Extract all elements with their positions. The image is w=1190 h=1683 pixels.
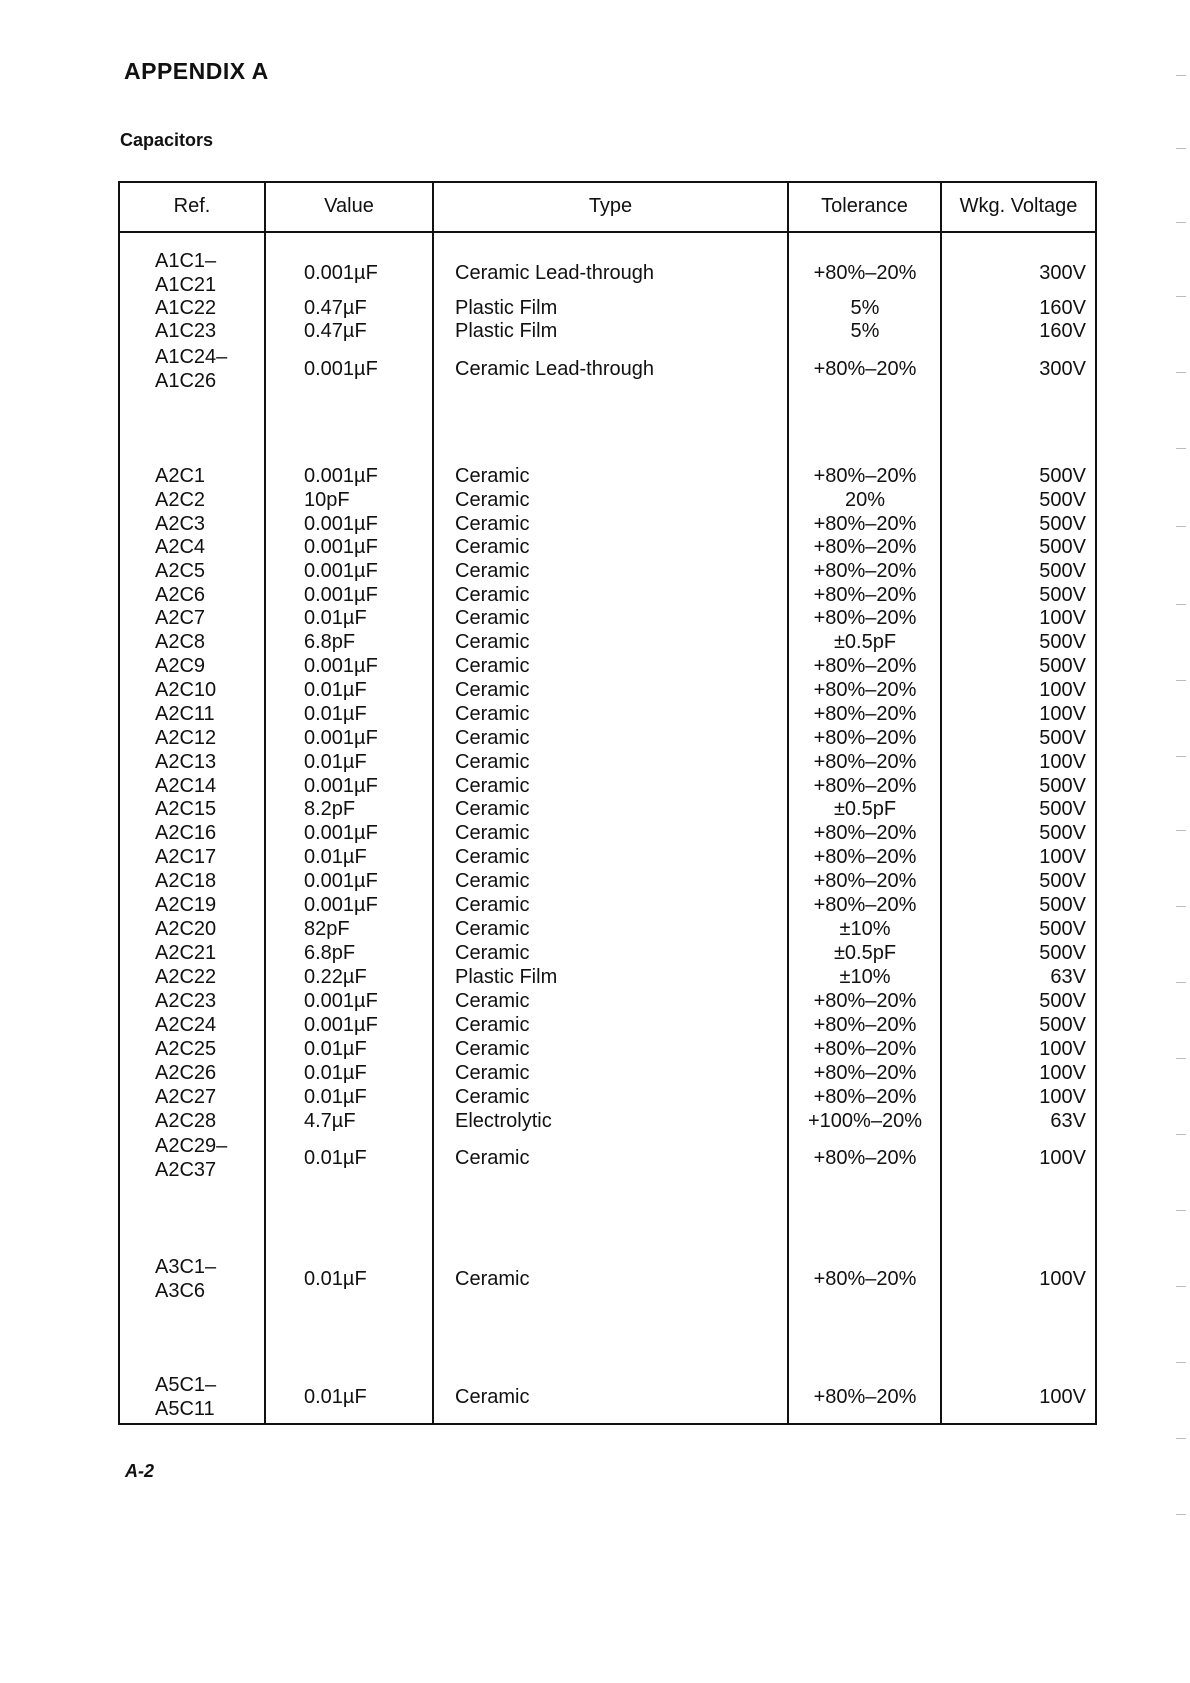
cell-type: Ceramic bbox=[455, 607, 530, 629]
ref-line: A5C11 bbox=[155, 1398, 215, 1420]
cell-type: Ceramic bbox=[455, 870, 530, 892]
cell-ref bbox=[155, 296, 216, 320]
cell-type: Ceramic bbox=[455, 536, 530, 558]
cell-value: 0.001µF bbox=[304, 990, 378, 1012]
ref-line: A3C1– bbox=[155, 1256, 217, 1278]
cell-working-voltage: 100V bbox=[1039, 1062, 1086, 1084]
cell-type: Plastic Film bbox=[455, 297, 558, 319]
page-number: A-2 bbox=[125, 1461, 155, 1481]
ref-line: A2C2 bbox=[155, 489, 206, 511]
cell-type: Ceramic bbox=[455, 751, 530, 773]
cell-value: 0.001µF bbox=[304, 536, 378, 558]
cell-working-voltage: 160V bbox=[1039, 297, 1086, 319]
cell-type: Ceramic bbox=[455, 631, 530, 653]
cell-tolerance: +80%–20% bbox=[813, 1038, 917, 1060]
cell-ref bbox=[155, 1373, 216, 1421]
cell-tolerance: +100%–20% bbox=[808, 1110, 922, 1132]
cell-working-voltage: 500V bbox=[1039, 775, 1086, 797]
cell-type: Plastic Film bbox=[455, 966, 558, 988]
cell-type: Ceramic bbox=[455, 822, 530, 844]
cell-ref bbox=[155, 965, 216, 989]
cell-value: 0.001µF bbox=[304, 584, 378, 606]
cell-type: Ceramic bbox=[455, 703, 530, 725]
cell-working-voltage: 63V bbox=[1050, 966, 1086, 988]
cell-ref bbox=[155, 1109, 216, 1133]
cell-tolerance: +80%–20% bbox=[813, 513, 917, 535]
cell-ref bbox=[155, 464, 205, 488]
ref-line: A1C1– bbox=[155, 250, 217, 272]
cell-value: 0.01µF bbox=[304, 1386, 367, 1408]
cell-value: 0.22µF bbox=[304, 966, 367, 988]
edge-mark bbox=[1176, 75, 1186, 76]
cell-tolerance: +80%–20% bbox=[813, 894, 917, 916]
cell-tolerance: +80%–20% bbox=[813, 727, 917, 749]
cell-working-voltage: 500V bbox=[1039, 655, 1086, 677]
ref-line: A2C17 bbox=[155, 846, 217, 868]
cell-value: 6.8pF bbox=[304, 631, 356, 653]
cell-type: Ceramic bbox=[455, 918, 530, 940]
ref-line: A2C27 bbox=[155, 1086, 217, 1108]
cell-value: 82pF bbox=[304, 918, 350, 940]
cell-value: 0.001µF bbox=[304, 560, 378, 582]
cell-tolerance: +80%–20% bbox=[813, 775, 917, 797]
cell-type: Ceramic bbox=[455, 1386, 530, 1408]
cell-value: 0.001µF bbox=[304, 894, 378, 916]
header-working-voltage: Wkg. Voltage bbox=[959, 195, 1078, 217]
cell-value: 0.001µF bbox=[304, 775, 378, 797]
edge-mark bbox=[1176, 1438, 1186, 1439]
cell-tolerance: +80%–20% bbox=[813, 465, 917, 487]
cell-tolerance: +80%–20% bbox=[813, 1386, 917, 1408]
cell-working-voltage: 160V bbox=[1039, 320, 1086, 342]
ref-line: A2C5 bbox=[155, 560, 206, 582]
cell-type: Ceramic bbox=[455, 679, 530, 701]
cell-ref bbox=[155, 750, 216, 774]
cell-ref bbox=[155, 917, 216, 941]
cell-tolerance: 5% bbox=[850, 297, 880, 319]
ref-line: A5C1– bbox=[155, 1374, 217, 1396]
cell-value: 0.001µF bbox=[304, 822, 378, 844]
cell-type: Ceramic bbox=[455, 942, 530, 964]
edge-mark bbox=[1176, 1286, 1186, 1287]
header-tolerance: Tolerance bbox=[821, 195, 908, 217]
cell-value: 0.001µF bbox=[304, 727, 378, 749]
cell-value: 0.01µF bbox=[304, 751, 367, 773]
cell-ref bbox=[155, 893, 216, 917]
cell-tolerance: +80%–20% bbox=[813, 1147, 917, 1169]
cell-value: 4.7µF bbox=[304, 1110, 356, 1132]
cell-type: Ceramic bbox=[455, 1014, 530, 1036]
cell-ref bbox=[155, 797, 216, 821]
cell-type: Ceramic bbox=[455, 1268, 530, 1290]
ref-line: A1C22 bbox=[155, 297, 217, 319]
cell-type: Ceramic bbox=[455, 894, 530, 916]
header-ref: Ref. bbox=[173, 195, 211, 217]
cell-tolerance: ±0.5pF bbox=[833, 798, 897, 820]
cell-working-voltage: 500V bbox=[1039, 489, 1086, 511]
ref-line: A2C29– bbox=[155, 1135, 228, 1157]
ref-line: A2C25 bbox=[155, 1038, 217, 1060]
cell-working-voltage: 500V bbox=[1039, 727, 1086, 749]
cell-ref bbox=[155, 488, 205, 512]
cell-value: 0.47µF bbox=[304, 320, 367, 342]
cell-tolerance: +80%–20% bbox=[813, 822, 917, 844]
edge-mark bbox=[1176, 1058, 1186, 1059]
cell-ref bbox=[155, 249, 216, 297]
edge-mark bbox=[1176, 1210, 1186, 1211]
cell-tolerance: +80%–20% bbox=[813, 751, 917, 773]
cell-tolerance: +80%–20% bbox=[813, 560, 917, 582]
cell-value: 0.001µF bbox=[304, 870, 378, 892]
cell-working-voltage: 500V bbox=[1039, 822, 1086, 844]
cell-ref bbox=[155, 774, 216, 798]
section-subheading: Capacitors bbox=[120, 130, 214, 150]
cell-value: 0.001µF bbox=[304, 358, 378, 380]
ref-line: A2C16 bbox=[155, 822, 217, 844]
ref-line: A3C6 bbox=[155, 1280, 206, 1302]
cell-working-voltage: 500V bbox=[1039, 990, 1086, 1012]
cell-working-voltage: 100V bbox=[1039, 1386, 1086, 1408]
cell-type: Ceramic Lead-through bbox=[455, 262, 654, 284]
cell-tolerance: +80%–20% bbox=[813, 262, 917, 284]
cell-value: 0.01µF bbox=[304, 1147, 367, 1169]
ref-line: A2C20 bbox=[155, 918, 217, 940]
cell-type: Electrolytic bbox=[455, 1110, 552, 1132]
cell-working-voltage: 500V bbox=[1039, 894, 1086, 916]
edge-mark bbox=[1176, 1514, 1186, 1515]
cell-tolerance: +80%–20% bbox=[813, 607, 917, 629]
cell-value: 0.01µF bbox=[304, 1038, 367, 1060]
cell-type: Ceramic bbox=[455, 798, 530, 820]
cell-tolerance: +80%–20% bbox=[813, 358, 917, 380]
cell-value: 0.001µF bbox=[304, 262, 378, 284]
edge-mark bbox=[1176, 830, 1186, 831]
cell-ref bbox=[155, 1085, 216, 1109]
edge-mark bbox=[1176, 1362, 1186, 1363]
cell-ref bbox=[155, 1134, 227, 1182]
cell-tolerance: +80%–20% bbox=[813, 679, 917, 701]
cell-type: Ceramic bbox=[455, 1147, 530, 1169]
cell-working-voltage: 100V bbox=[1039, 607, 1086, 629]
ref-line: A2C18 bbox=[155, 870, 217, 892]
cell-working-voltage: 100V bbox=[1039, 703, 1086, 725]
cell-ref bbox=[155, 821, 216, 845]
ref-line: A2C9 bbox=[155, 655, 206, 677]
cell-value: 0.001µF bbox=[304, 655, 378, 677]
appendix-heading: APPENDIX A bbox=[124, 58, 269, 84]
ref-line: A2C10 bbox=[155, 679, 217, 701]
cell-value: 6.8pF bbox=[304, 942, 356, 964]
cell-tolerance: +80%–20% bbox=[813, 584, 917, 606]
cell-working-voltage: 100V bbox=[1039, 1147, 1086, 1169]
cell-type: Ceramic bbox=[455, 655, 530, 677]
cell-tolerance: +80%–20% bbox=[813, 703, 917, 725]
cell-ref bbox=[155, 654, 205, 678]
cell-ref bbox=[155, 1013, 216, 1037]
cell-ref bbox=[155, 630, 205, 654]
cell-value: 0.01µF bbox=[304, 1268, 367, 1290]
ref-line: A2C22 bbox=[155, 966, 217, 988]
cell-type: Ceramic bbox=[455, 560, 530, 582]
cell-ref bbox=[155, 989, 216, 1013]
ref-line: A1C26 bbox=[155, 370, 217, 392]
cell-tolerance: ±0.5pF bbox=[833, 942, 897, 964]
ref-line: A2C13 bbox=[155, 751, 217, 773]
cell-tolerance: +80%–20% bbox=[813, 536, 917, 558]
cell-value: 10pF bbox=[304, 489, 350, 511]
cell-value: 0.001µF bbox=[304, 513, 378, 535]
cell-working-voltage: 100V bbox=[1039, 1038, 1086, 1060]
cell-working-voltage: 500V bbox=[1039, 513, 1086, 535]
edge-mark bbox=[1176, 1134, 1186, 1135]
cell-ref bbox=[155, 583, 205, 607]
cell-tolerance: +80%–20% bbox=[813, 1014, 917, 1036]
edge-mark bbox=[1176, 526, 1186, 527]
edge-mark bbox=[1176, 982, 1186, 983]
cell-type: Ceramic bbox=[455, 1086, 530, 1108]
cell-value: 0.01µF bbox=[304, 1086, 367, 1108]
cell-working-voltage: 500V bbox=[1039, 918, 1086, 940]
cell-value: 0.01µF bbox=[304, 1062, 367, 1084]
edge-mark bbox=[1176, 372, 1186, 373]
ref-line: A1C23 bbox=[155, 320, 217, 342]
edge-mark bbox=[1176, 296, 1186, 297]
cell-working-voltage: 500V bbox=[1039, 536, 1086, 558]
ref-line: A2C6 bbox=[155, 584, 206, 606]
cell-ref bbox=[155, 845, 216, 869]
cell-working-voltage: 100V bbox=[1039, 751, 1086, 773]
ref-line: A2C19 bbox=[155, 894, 217, 916]
cell-type: Ceramic bbox=[455, 513, 530, 535]
ref-line: A2C37 bbox=[155, 1159, 217, 1181]
ref-line: A2C7 bbox=[155, 607, 206, 629]
cell-value: 8.2pF bbox=[304, 798, 356, 820]
cell-ref bbox=[155, 535, 205, 559]
cell-tolerance: +80%–20% bbox=[813, 1268, 917, 1290]
cell-working-voltage: 500V bbox=[1039, 870, 1086, 892]
cell-working-voltage: 300V bbox=[1039, 358, 1086, 380]
cell-type: Ceramic bbox=[455, 1038, 530, 1060]
cell-value: 0.01µF bbox=[304, 679, 367, 701]
ref-line: A2C28 bbox=[155, 1110, 217, 1132]
cell-ref bbox=[155, 606, 205, 630]
ref-line: A1C21 bbox=[155, 274, 217, 296]
cell-ref bbox=[155, 345, 227, 393]
header-value: Value bbox=[324, 195, 374, 217]
cell-ref bbox=[155, 869, 216, 893]
cell-working-voltage: 500V bbox=[1039, 465, 1086, 487]
cell-tolerance: +80%–20% bbox=[813, 990, 917, 1012]
cell-tolerance: +80%–20% bbox=[813, 846, 917, 868]
cell-ref bbox=[155, 1037, 216, 1061]
edge-mark bbox=[1176, 906, 1186, 907]
cell-tolerance: 5% bbox=[850, 320, 880, 342]
cell-tolerance: 20% bbox=[844, 489, 886, 511]
cell-type: Ceramic bbox=[455, 990, 530, 1012]
cell-ref bbox=[155, 1255, 216, 1303]
cell-working-voltage: 100V bbox=[1039, 846, 1086, 868]
ref-line: A2C1 bbox=[155, 465, 206, 487]
header-type: Type bbox=[588, 195, 633, 217]
ref-line: A2C4 bbox=[155, 536, 206, 558]
cell-ref bbox=[155, 941, 216, 965]
cell-working-voltage: 100V bbox=[1039, 1268, 1086, 1290]
cell-tolerance: ±10% bbox=[839, 918, 891, 940]
ref-line: A1C24– bbox=[155, 346, 228, 368]
ref-line: A2C26 bbox=[155, 1062, 217, 1084]
cell-tolerance: +80%–20% bbox=[813, 870, 917, 892]
cell-ref bbox=[155, 512, 205, 536]
edge-mark bbox=[1176, 756, 1186, 757]
cell-type: Ceramic bbox=[455, 846, 530, 868]
cell-working-voltage: 300V bbox=[1039, 262, 1086, 284]
cell-value: 0.01µF bbox=[304, 607, 367, 629]
ref-line: A2C23 bbox=[155, 990, 217, 1012]
cell-ref bbox=[155, 319, 216, 343]
cell-value: 0.001µF bbox=[304, 465, 378, 487]
cell-value: 0.001µF bbox=[304, 1014, 378, 1036]
edge-mark bbox=[1176, 604, 1186, 605]
cell-value: 0.01µF bbox=[304, 703, 367, 725]
cell-tolerance: +80%–20% bbox=[813, 1086, 917, 1108]
cell-type: Ceramic Lead-through bbox=[455, 358, 654, 380]
cell-working-voltage: 500V bbox=[1039, 631, 1086, 653]
cell-type: Ceramic bbox=[455, 775, 530, 797]
cell-ref bbox=[155, 678, 216, 702]
scan-edge-marks bbox=[1170, 0, 1190, 1683]
cell-working-voltage: 500V bbox=[1039, 584, 1086, 606]
cell-type: Ceramic bbox=[455, 727, 530, 749]
cell-ref bbox=[155, 1061, 216, 1085]
cell-type: Ceramic bbox=[455, 465, 530, 487]
ref-line: A2C3 bbox=[155, 513, 206, 535]
cell-working-voltage: 100V bbox=[1039, 1086, 1086, 1108]
cell-working-voltage: 63V bbox=[1050, 1110, 1086, 1132]
ref-line: A2C12 bbox=[155, 727, 217, 749]
cell-value: 0.01µF bbox=[304, 846, 367, 868]
cell-type: Ceramic bbox=[455, 1062, 530, 1084]
ref-line: A2C24 bbox=[155, 1014, 217, 1036]
edge-mark bbox=[1176, 680, 1186, 681]
cell-type: Ceramic bbox=[455, 584, 530, 606]
cell-working-voltage: 100V bbox=[1039, 679, 1086, 701]
edge-mark bbox=[1176, 222, 1186, 223]
edge-mark bbox=[1176, 148, 1186, 149]
cell-tolerance: +80%–20% bbox=[813, 1062, 917, 1084]
cell-working-voltage: 500V bbox=[1039, 942, 1086, 964]
cell-type: Ceramic bbox=[455, 489, 530, 511]
cell-tolerance: ±10% bbox=[839, 966, 891, 988]
cell-working-voltage: 500V bbox=[1039, 560, 1086, 582]
cell-ref bbox=[155, 726, 216, 750]
ref-line: A2C21 bbox=[155, 942, 217, 964]
ref-line: A2C14 bbox=[155, 775, 217, 797]
cell-working-voltage: 500V bbox=[1039, 798, 1086, 820]
cell-working-voltage: 500V bbox=[1039, 1014, 1086, 1036]
cell-tolerance: +80%–20% bbox=[813, 655, 917, 677]
ref-line: A2C15 bbox=[155, 798, 217, 820]
cell-type: Plastic Film bbox=[455, 320, 558, 342]
ref-line: A2C11 bbox=[155, 703, 215, 725]
cell-ref bbox=[155, 702, 215, 726]
cell-tolerance: ±0.5pF bbox=[833, 631, 897, 653]
edge-mark bbox=[1176, 448, 1186, 449]
ref-line: A2C8 bbox=[155, 631, 206, 653]
cell-ref bbox=[155, 559, 205, 583]
cell-value: 0.47µF bbox=[304, 297, 367, 319]
